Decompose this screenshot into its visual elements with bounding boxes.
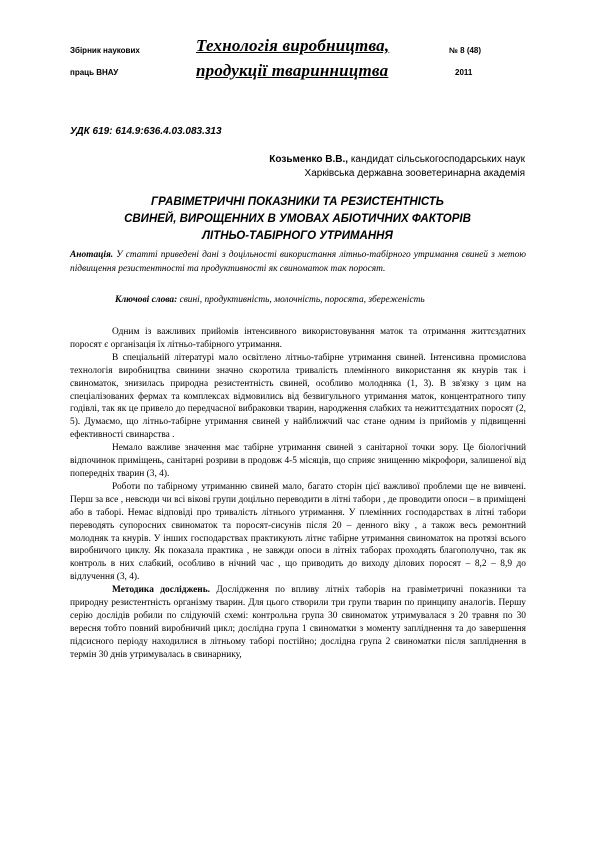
paragraph-1 <box>70 326 526 352</box>
title-line-2: СВИНЕЙ, ВИРОЩЕННИХ В УМОВАХ АБІОТИЧНИХ ФАКТОРІВ <box>124 213 471 225</box>
journal-title-line1: Технологія виробництва, <box>196 36 390 55</box>
journal-name-line1: Збірник наукових <box>70 46 140 55</box>
title-line-1: ГРАВІМЕТРИЧНІ ПОКАЗНИКИ ТА РЕЗИСТЕНТНІСТЬ <box>151 196 444 208</box>
keywords-label: Ключові слова: <box>115 295 178 305</box>
journal-name-line2: праць ВНАУ <box>70 68 119 77</box>
issue-number: № 8 (48) <box>449 46 482 55</box>
author-block <box>269 153 525 181</box>
paragraph-text: В спеціальній літературі мало освітлено літньо-табірне утримання свиней. Інтенсивна промислова технологія виробництва свинини значно скоротила тривалість племінного використання як кнурів так і свиноматок, знизилась природна резистентність свиней, особливо молодняка (1, 3). В зв'язку з цим на спеціалізованих фермах та комплексах відмовились від безвигульного утримання маток, концентратного типу годівлі, так як це привело до передчасної вибраковки тварин, народження слабких та нежиттєздатних поросят (2, 5). Думаємо, що літньо-табірне утримання свиней у найближчий час стане одним із прийомів у підвищенні ефективності свинарства . <box>70 352 526 441</box>
author-name: Козьменко В.В., <box>269 154 349 165</box>
paragraph-3 <box>70 442 526 481</box>
article-title <box>70 194 525 245</box>
abstract-label: Анотація. <box>70 250 114 260</box>
journal-title-line2: продукції тваринництва <box>196 61 389 80</box>
issue-year: 2011 <box>455 68 473 77</box>
paragraph-2 <box>70 352 526 442</box>
author-position: кандидат сільськогосподарських наук <box>348 154 525 165</box>
article-body <box>70 326 526 662</box>
keywords <box>115 295 535 305</box>
paragraph-text: Одним із важливих прийомів інтенсивного використовування маток та отримання життєздатних поросят є організація їх літньо-табірного утримання. <box>70 327 526 350</box>
author-affiliation: Харківська державна зооветеринарна академія <box>304 168 525 179</box>
keywords-text: свині, продуктивність, молочність, поросята, збереженість <box>177 295 425 305</box>
paragraph-text: Немало важливе значення має табірне утримання свиней з санітарної точки зору. Це біологічний відпочинок приміщень, санітарні розриви в продовж 4-5 місяців, що сприяє знищенню мікрофори, залишеної від попередніх тварин (3, 4). <box>70 443 526 479</box>
paragraph-4 <box>70 481 526 584</box>
paragraph-lead: Методика досліджень. <box>112 585 211 596</box>
abstract-text: У статті приведені дані з доцільності використання літньо-табірного утримання свиней з метою підвищення резистентності та продуктивності як свиноматок так поросят. <box>70 250 526 274</box>
paragraph-text: Дослідження по впливу літніх таборів на гравіметричні показники та природну резистентність організму тварин. Для цього створили три групи тварин по принципу аналогів. Першу серію дослідів робили по слідуючій схемі: контрольна група 30 свиноматок утримувалася з 20 травня по 30 вересня тобто повний виробничий цикл; дослідна група 1 свиноматки з моменту запліднення та до завершення підсисного періоду находилися в літньому таборі постійно; дослідна група 2 свиноматки після запліднення в термін 30 днів утримувалась в свинарнику, <box>70 585 526 660</box>
paragraph-text: Роботи по табірному утриманню свиней мало, багато сторін цієї важливої проблеми ще не вивчені. Перш за все , невсюди чи всі вікові групи доцільно переводити в літні табори , де проводити опоси – в приміщені або в таборі. Немає відповіді про тривалість літнього утримання. У племінних господарствах в літні табори переводять супоросних свиноматок та поросят-сисунів після 20 – денного віку , а також весь ремонтний молодняк та кнурів. У інших господарствах практикують літнє табірне утримання свиноматок на протязі всього виробничого циклу. Як показала практика , не завжди опоси в літніх таборах проходять благополучно, так як контроль в них слабкий, особливо в нічний час , що приводить до виходу ділових поросят – 8,2 – 8,9 до відлучення (3, 4). <box>70 481 526 583</box>
title-line-3: ЛІТНЬО-ТАБІРНОГО УТРИМАННЯ <box>202 230 393 242</box>
udk-code: УДК 619: 614.9:636.4.03.083.313 <box>70 126 222 137</box>
paragraph-5 <box>70 584 526 661</box>
abstract <box>70 249 526 276</box>
